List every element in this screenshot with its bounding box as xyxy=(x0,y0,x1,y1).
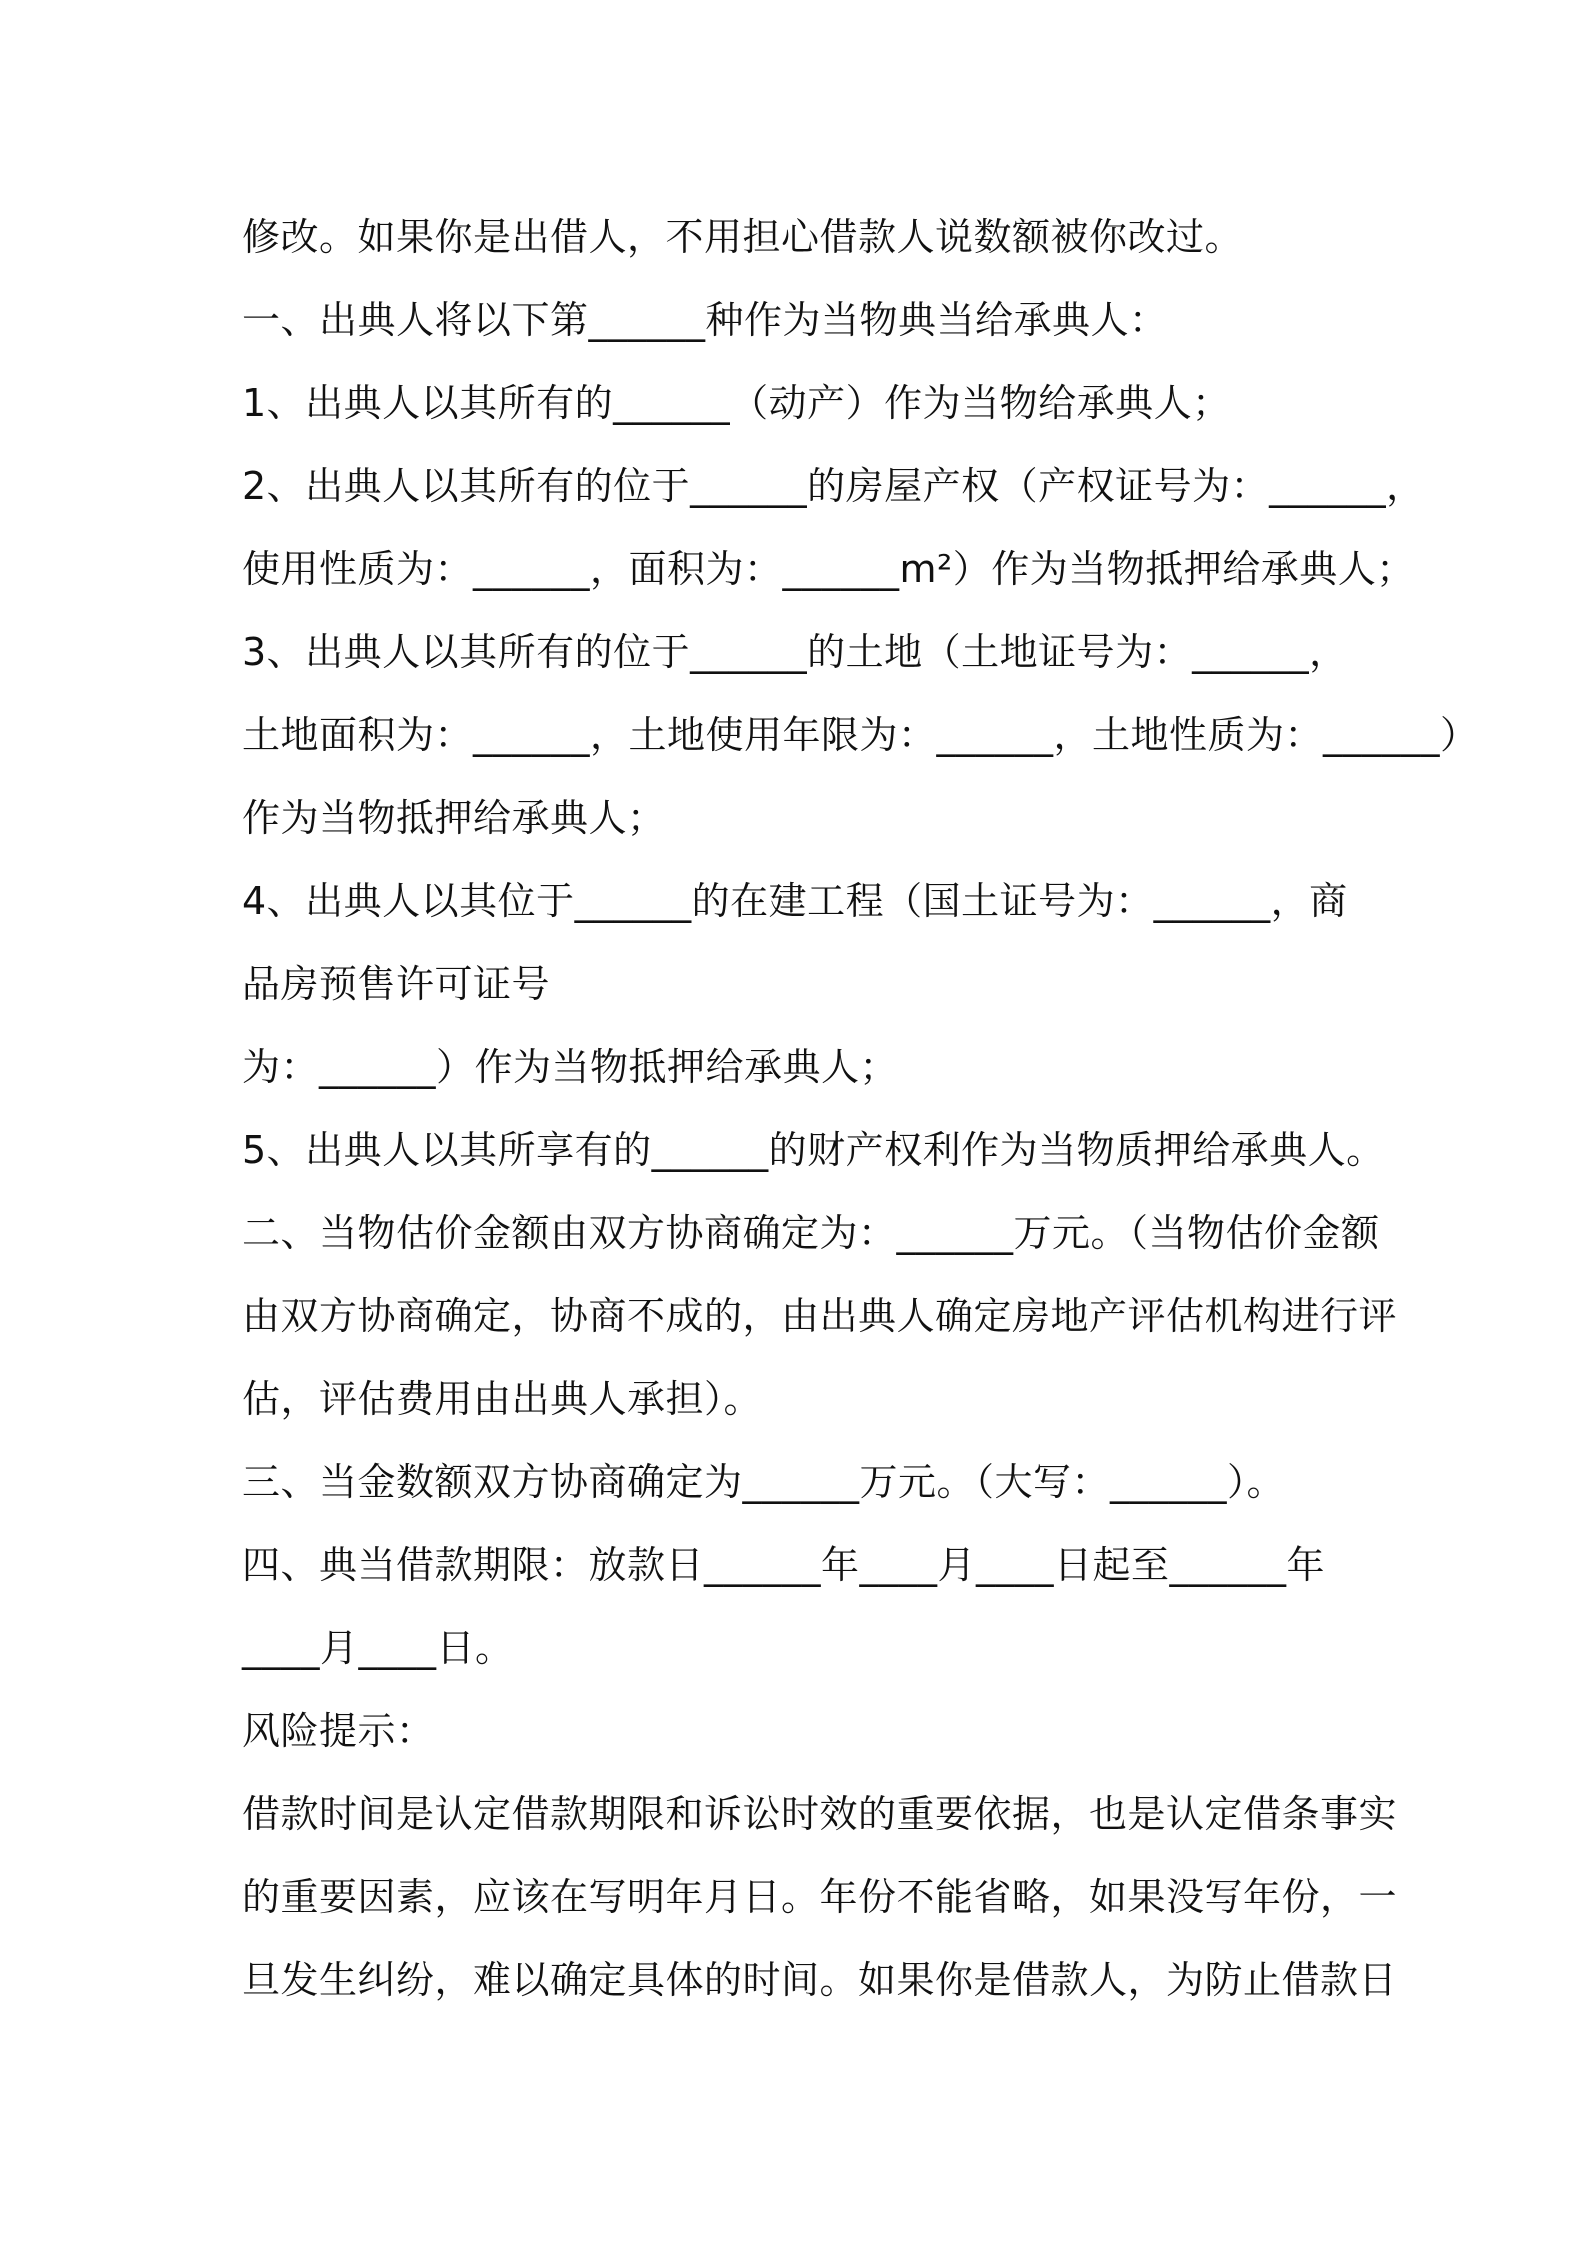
clause-1-item-2-cont: 使用性质为：______，面积为：______m²）作为当物抵押给承典人； xyxy=(242,547,1415,591)
risk-text: 借款时间是认定借款期限和诉讼时效的重要依据，也是认定借条事实 xyxy=(242,1792,1398,1836)
risk-text: 旦发生纠纷，难以确定具体的时间。如果你是借款人，为防止借款日 xyxy=(242,1958,1398,2002)
clause-1-item-3-cont: 作为当物抵押给承典人； xyxy=(242,796,666,840)
clause-2-cont: 估，评估费用由出典人承担）。 xyxy=(242,1377,763,1421)
clause-1-item-4-cont: 为：______）作为当物抵押给承典人； xyxy=(242,1045,899,1089)
clause-1-item-4-cont: 品房预售许可证号 xyxy=(242,962,551,1006)
risk-heading: 风险提示： xyxy=(242,1709,435,1753)
clause-1-item-4: 4、出典人以其位于______的在建工程（国土证号为：______，商 xyxy=(242,879,1348,923)
clause-1-heading: 一、出典人将以下第______种作为当物典当给承典人： xyxy=(242,298,1168,342)
clause-2: 二、当物估价金额由双方协商确定为：______万元。（当物估价金额 xyxy=(242,1211,1380,1255)
clause-2-cont: 由双方协商确定，协商不成的，由出典人确定房地产评估机构进行评 xyxy=(242,1294,1398,1338)
clause-1-item-2: 2、出典人以其所有的位于______的房屋产权（产权证号为：______， xyxy=(242,464,1425,508)
clause-4-cont: ____月____日。 xyxy=(242,1626,514,1670)
clause-1-item-5: 5、出典人以其所享有的______的财产权利作为当物质押给承典人。 xyxy=(242,1128,1385,1172)
clause-4: 四、典当借款期限：放款日______年____月____日起至______年 xyxy=(242,1543,1326,1587)
clause-1-item-1: 1、出典人以其所有的______（动产）作为当物给承典人； xyxy=(242,381,1231,425)
clause-1-item-3: 3、出典人以其所有的位于______的土地（土地证号为：______， xyxy=(242,630,1348,674)
clause-3: 三、当金数额双方协商确定为______万元。（大写：______）。 xyxy=(242,1460,1286,1504)
risk-text: 的重要因素，应该在写明年月日。年份不能省略，如果没写年份，一 xyxy=(242,1875,1398,1919)
document-body xyxy=(242,196,1479,2022)
clause-1-item-3-cont: 土地面积为：______，土地使用年限为：______，土地性质为：______） xyxy=(242,713,1479,757)
text-line: 修改。如果你是出借人，不用担心借款人说数额被你改过。 xyxy=(242,215,1244,259)
